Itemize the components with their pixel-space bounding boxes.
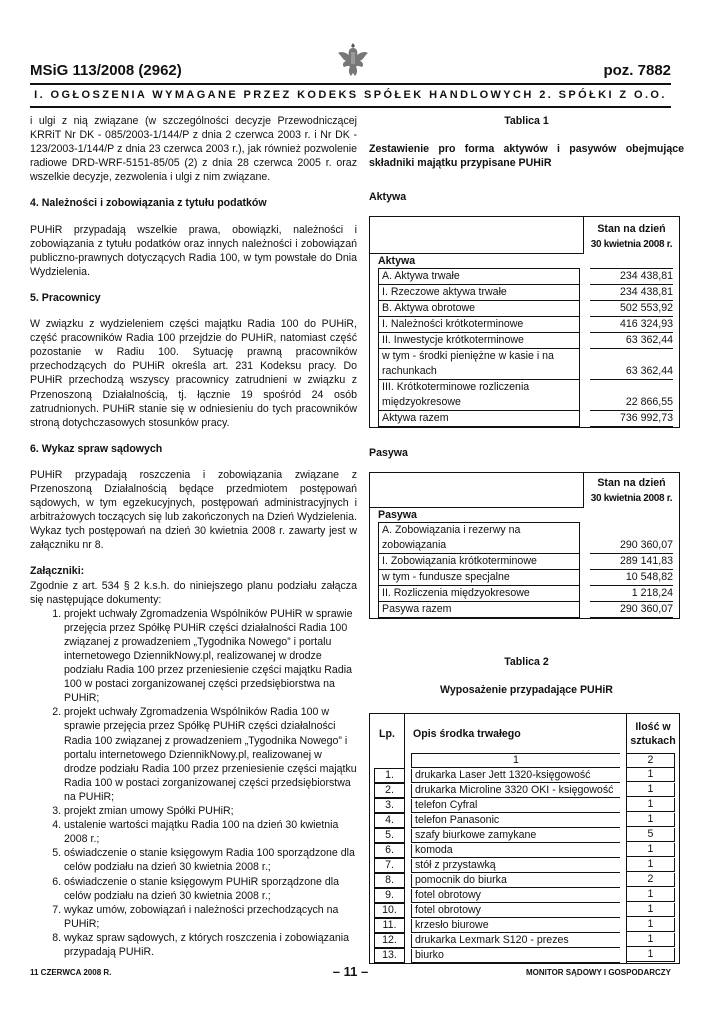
equipment-quantity: 1 xyxy=(627,798,675,812)
table-row xyxy=(370,873,680,888)
pasywa-item-name: Pasywa razem xyxy=(378,602,580,618)
equipment-quantity: 1 xyxy=(627,768,675,782)
equipment-description: stół z przystawką xyxy=(411,859,620,873)
equipment-table xyxy=(369,713,680,965)
aktywa-label: Aktywa xyxy=(369,191,407,204)
equipment-quantity: 1 xyxy=(627,948,675,962)
equipment-quantity: 1 xyxy=(627,918,675,932)
pasywa-item-value: 290 360,07 xyxy=(590,602,674,618)
equipment-quantity: 1 xyxy=(627,858,675,872)
equipment-description: telefon Panasonic xyxy=(411,814,620,828)
footer-publication: MONITOR SĄDOWY I GOSPODARCZY xyxy=(525,968,671,977)
equipment-lp: 12. xyxy=(374,933,404,948)
aktywa-item-value: 63 362,44 xyxy=(590,364,674,380)
stan-header: Stan na dzień 30 kwietnia 2008 r. xyxy=(584,473,680,508)
table-row xyxy=(370,918,680,933)
equipment-lp: 9. xyxy=(374,888,404,903)
aktywa-item-name: A. Aktywa trwałe xyxy=(378,269,580,285)
eagle-emblem-icon xyxy=(337,40,369,80)
table-row xyxy=(370,554,680,570)
aktywa-item-value: 234 438,81 xyxy=(590,285,674,301)
table-row xyxy=(370,602,680,619)
pasywa-item-name: II. Rozliczenia międzyokresowe xyxy=(378,586,580,602)
pasywa-table xyxy=(369,472,680,619)
aktywa-item-value: 416 324,93 xyxy=(590,317,674,333)
equipment-lp: 10. xyxy=(374,903,404,918)
list-item: 6. oświadczenie o stanie księgowym PUHiR sporządzone dla celów podziału na dzień 30 kwietnia 2008 r.; xyxy=(64,875,357,903)
list-item: 8. wykaz spraw sądowych, z których roszczenia i zobowiązania przypadają PUHiR. xyxy=(64,931,357,959)
equipment-quantity: 1 xyxy=(627,903,675,917)
table-row xyxy=(370,333,680,349)
equipment-lp: 5. xyxy=(374,828,404,843)
pasywa-item-value: 289 141,83 xyxy=(590,554,674,570)
equipment-description: biurko xyxy=(411,949,620,963)
aktywa-item-value: 22 866,55 xyxy=(590,395,674,411)
position-number: poz. 7882 xyxy=(603,62,671,79)
equipment-lp: 4. xyxy=(374,813,404,828)
table-row xyxy=(370,380,680,411)
pasywa-item-value: 10 548,82 xyxy=(590,570,674,586)
section-6-title: 6. Wykaz spraw sądowych xyxy=(30,442,163,455)
equipment-quantity: 1 xyxy=(627,888,675,902)
column-number: 2 xyxy=(627,753,675,768)
list-item: 3. projekt zmian umowy Spółki PUHiR; xyxy=(64,804,357,818)
table-row xyxy=(370,798,680,813)
table-row xyxy=(370,783,680,798)
equipment-description: drukarka Microline 3320 OKI - księgowość xyxy=(411,784,620,798)
attachments-list xyxy=(30,607,357,959)
table-row xyxy=(370,349,680,380)
table-row xyxy=(370,301,680,317)
section-5-title: 5. Pracownicy xyxy=(30,291,101,304)
section-4-title: 4. Należności i zobowiązania z tytułu podatków xyxy=(30,197,267,210)
equipment-quantity: 1 xyxy=(627,843,675,857)
equipment-description: drukarka Lexmark S120 - prezes xyxy=(411,934,620,948)
list-item: 4. ustalenie wartości majątku Radia 100 na dzień 30 kwietnia 2008 r.; xyxy=(64,818,357,846)
journal-issue: MSiG 113/2008 (2962) xyxy=(30,62,182,79)
aktywa-item-value: 234 438,81 xyxy=(590,269,674,285)
aktywa-item-value: 736 992,73 xyxy=(590,411,674,427)
table-row xyxy=(370,858,680,873)
intro-paragraph: i ulgi z nią związane (w szczególności decyzje Przewodniczącej KRRiT Nr DK - 085/2003-1/144/P z dnia 2 czerwca 2003 r. i Nr DK - 123/2003-1/144/P z dnia 23 czerwca 2003 r.), jak również pozwolenie radiowe DRD-WRF-5151-85/05 (2) z dnia 28 czerwca 2005 r. oraz wszelkie decyzje, zezwolenia i ulgi z nim związane. xyxy=(30,115,357,184)
equipment-lp: 6. xyxy=(374,843,404,858)
table-row xyxy=(370,586,680,602)
table-row xyxy=(370,888,680,903)
equipment-description: komoda xyxy=(411,844,620,858)
table-2-title: Wyposażenie przypadające PUHiR xyxy=(440,683,613,696)
footer-date: 11 CZERWCA 2008 R. xyxy=(30,968,112,977)
aktywa-item-name: B. Aktywa obrotowe xyxy=(378,301,580,317)
table-row xyxy=(370,948,680,964)
pasywa-item-value: 290 360,07 xyxy=(590,538,674,554)
aktywa-table xyxy=(369,216,680,428)
left-column xyxy=(30,114,357,959)
aktywa-item-name: II. Inwestycje krótkoterminowe xyxy=(378,333,580,349)
equipment-quantity: 2 xyxy=(627,873,675,887)
table-row xyxy=(370,411,680,428)
table-row xyxy=(370,903,680,918)
equipment-lp: 8. xyxy=(374,873,404,888)
table-row xyxy=(370,285,680,301)
equipment-description: drukarka Laser Jett 1320-księgowość xyxy=(411,769,620,783)
pasywa-item-name: A. Zobowiązania i rezerwy na zobowiązania xyxy=(378,523,580,554)
table-1-title: Zestawienie pro forma aktywów i pasywów obejmujące składniki majątku przypisane PUHiR xyxy=(369,143,684,170)
aktywa-item-name: Aktywa razem xyxy=(378,411,580,427)
header-rule-top xyxy=(30,83,671,85)
opis-header: Opis środka trwałego xyxy=(413,727,521,740)
table-2-label: Tablica 2 xyxy=(504,655,549,668)
aktywa-item-name: I. Rzeczowe aktywa trwałe xyxy=(378,285,580,301)
section-4-text: PUHiR przypadają wszelkie prawa, obowiązki, należności i zobowiązania z tytułu podatków oraz innych należności i zobowiązań publiczno-prawnych dotyczących Radia 100, w tym powstałe do Dnia Wydzielenia. xyxy=(30,223,357,278)
attachments-intro: Zgodnie z art. 534 § 2 k.s.h. do niniejszego planu podziału załącza się następujące dokumenty: xyxy=(30,579,357,606)
equipment-quantity: 5 xyxy=(627,828,675,842)
equipment-description: fotel obrotowy xyxy=(411,904,620,918)
ilosc-header: Ilość w sztukach xyxy=(627,713,680,753)
aktywa-item-value: 502 553,92 xyxy=(590,301,674,317)
equipment-lp: 11. xyxy=(374,918,404,933)
aktywa-item-name: I. Należności krótkoterminowe xyxy=(378,317,580,333)
equipment-quantity: 1 xyxy=(627,813,675,827)
table-row xyxy=(370,570,680,586)
equipment-lp: 2. xyxy=(374,783,404,798)
pasywa-item-value: 1 218,24 xyxy=(590,586,674,602)
table-row xyxy=(370,828,680,843)
list-item: 2. projekt uchwały Zgromadzenia Wspólników Radia 100 w sprawie przejęcia przez Spółkę PUHiR części działalności Radia 100 związanej z prowadzeniem „Tygodnika Nowego” i portalu internetowego DziennikNowy.pl, realizowanej w drodze podziału Radia 100 przez przeniesienie części majątku Radia 100 w postaci zorganizowanej części przedsiębiorstwa na PUHiR; xyxy=(64,705,357,804)
equipment-lp: 7. xyxy=(374,858,404,873)
header-rule-bottom xyxy=(30,106,671,108)
equipment-lp: 13. xyxy=(374,948,404,963)
pasywa-section-heading: Pasywa xyxy=(378,508,580,523)
page-number: – 11 – xyxy=(332,964,369,979)
list-item: 1. projekt uchwały Zgromadzenia Wspólników PUHiR w sprawie przejęcia przez Spółkę PUHiR części działalności Radia 100 związanej z prowadzeniem „Tygodnika Nowego” i portalu internetowego DziennikNowy.pl, realizowanej w drodze podziału Radia 100 przez przeniesienie części majątku Radia 100 w postaci zorganizowanej części przedsiębiorstwa na PUHiR; xyxy=(64,607,357,706)
pasywa-label: Pasywa xyxy=(369,446,408,459)
pasywa-item-name: I. Zobowiązania krótkoterminowe xyxy=(378,554,580,570)
table-1-label: Tablica 1 xyxy=(504,115,549,127)
table-row xyxy=(370,317,680,333)
stan-header: Stan na dzień 30 kwietnia 2008 r. xyxy=(584,217,680,254)
equipment-description: krzesło biurowe xyxy=(411,919,620,933)
list-item: 7. wykaz umów, zobowiązań i należności przechodzących na PUHiR; xyxy=(64,903,357,931)
lp-header: Lp. xyxy=(370,713,405,753)
table-row xyxy=(370,269,680,285)
section-5-text: W związku z wydzieleniem części majątku Radia 100 do PUHiR, część pracowników Radia 100 przejdzie do PUHiR, natomiast część pozostanie w Radiu 100. Sytuację prawną pracowników przechodzących do PUHiR określa art. 231 Kodeksu pracy. Do PUHiR przechodzą wszyscy pracownicy zatrudnieni w związku z Przenoszoną Działalnością, tj. łącznie 19 spośród 24 osób zatrudnionych. PUHiR stanie się w odniesieniu do tych pracowników stroną dotychczasowych stosunków pracy. xyxy=(30,318,357,429)
equipment-description: pomocnik do biurka xyxy=(411,874,620,888)
aktywa-item-name: w tym - środki pieniężne w kasie i na rachunkach xyxy=(378,349,580,380)
table-row xyxy=(370,843,680,858)
equipment-quantity: 1 xyxy=(627,783,675,797)
equipment-lp: 1. xyxy=(374,768,404,783)
pasywa-item-name: w tym - fundusze specjalne xyxy=(378,570,580,586)
aktywa-item-name: III. Krótkoterminowe rozliczenia międzyokresowe xyxy=(378,380,580,411)
equipment-description: telefon Cyfral xyxy=(411,799,620,813)
equipment-quantity: 1 xyxy=(627,933,675,947)
aktywa-item-value: 63 362,44 xyxy=(590,333,674,349)
attachments-title: Załączniki: xyxy=(30,565,85,578)
aktywa-section-heading: Aktywa xyxy=(378,254,580,269)
equipment-description: fotel obrotowy xyxy=(411,889,620,903)
table-row xyxy=(370,933,680,948)
equipment-lp: 3. xyxy=(374,798,404,813)
right-column xyxy=(369,114,684,964)
section-6-text: PUHiR przypadają roszczenia i zobowiązania związane z Przenoszoną Działalnością będące przedmiotem postępowań sądowych, w tym egzekucyjnych, postępowań administracyjnych i arbitrażowych toczących się lub zakończonych na Dzień Wydzielenia. Wykaz tych postępowań na dzień 30 kwietnia 2008 r. zawarty jest w załączniku nr 8. xyxy=(30,468,357,552)
equipment-description: szafy biurkowe zamykane xyxy=(411,829,620,843)
table-row xyxy=(370,523,680,554)
table-row xyxy=(370,768,680,783)
table-row xyxy=(370,813,680,828)
list-item: 5. oświadczenie o stanie księgowym Radia 100 sporządzone dla celów podziału na dzień 30 kwietnia 2008 r.; xyxy=(64,846,357,874)
section-heading: I. OGŁOSZENIA WYMAGANE PRZEZ KODEKS SPÓŁEK HANDLOWYCH 2. SPÓŁKI Z O.O. xyxy=(34,89,667,101)
column-number: 1 xyxy=(411,753,620,768)
